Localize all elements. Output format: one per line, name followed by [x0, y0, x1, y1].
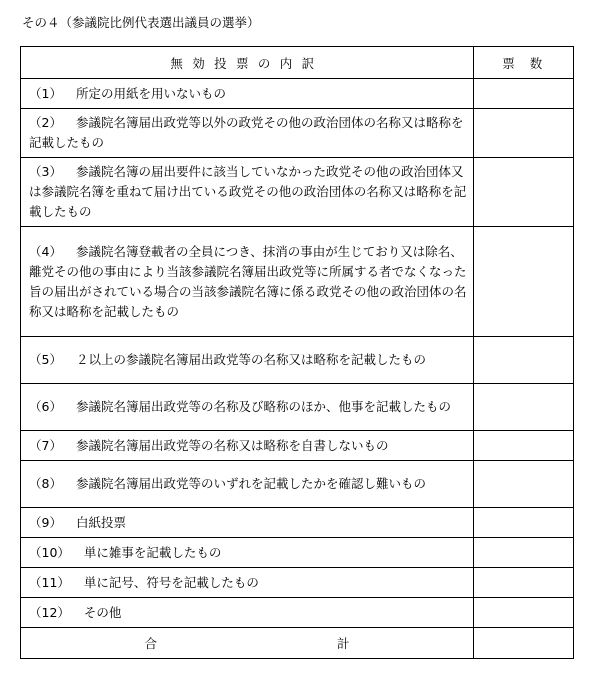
row-number: （2）	[29, 115, 62, 130]
table-row	[21, 109, 574, 158]
invalid-ballot-table	[20, 46, 574, 659]
row-count-cell[interactable]	[474, 538, 574, 568]
row-number: （5）	[29, 352, 62, 367]
row-number: （4）	[29, 243, 62, 259]
row-description-cell	[21, 79, 474, 109]
row-number: （10）	[29, 544, 70, 560]
row-description-cell	[21, 598, 474, 628]
table-row	[21, 79, 574, 109]
row-count-cell[interactable]	[474, 337, 574, 384]
table-row	[21, 158, 574, 227]
row-description	[29, 350, 467, 370]
total-label-cell	[21, 628, 474, 659]
table-row	[21, 538, 574, 568]
row-count-cell[interactable]	[474, 598, 574, 628]
row-description	[29, 242, 467, 322]
table-row	[21, 598, 574, 628]
row-count-cell[interactable]	[474, 508, 574, 538]
row-description	[29, 436, 467, 456]
row-text: 参議院名簿届出政党等の名称又は略称を自書しないもの	[75, 437, 389, 453]
row-text: 参議院名簿届出政党等以外の政党その他の政治団体の名称又は略称を記載したもの	[29, 115, 464, 150]
row-description	[29, 113, 467, 153]
table-body	[21, 79, 574, 628]
table-row	[21, 227, 574, 337]
row-description	[29, 603, 467, 623]
table-row	[21, 568, 574, 598]
row-description-cell	[21, 158, 474, 227]
row-text: 参議院名簿の届出要件に該当していなかった政党その他の政治団体又は参議院名簿を重ねて届け出ている政党その他の政治団体の名称又は略称を記載したもの	[29, 164, 467, 219]
table-row	[21, 384, 574, 431]
row-number: （12）	[29, 604, 70, 620]
row-description	[29, 543, 467, 563]
row-text: ２以上の参議院名簿届出政党等の名称又は略称を記載したもの	[75, 352, 426, 367]
row-count-cell[interactable]	[474, 109, 574, 158]
row-count-cell[interactable]	[474, 79, 574, 109]
row-number: （8）	[29, 476, 62, 491]
table-row	[21, 431, 574, 461]
table-row	[21, 337, 574, 384]
total-count-cell[interactable]	[474, 628, 574, 659]
row-description	[29, 397, 467, 417]
row-text: 白紙投票	[75, 514, 126, 530]
row-count-cell[interactable]	[474, 431, 574, 461]
total-label-second-char: 計	[337, 636, 350, 651]
row-text: 参議院名簿届出政党等のいずれを記載したかを確認し難いもの	[75, 476, 426, 491]
row-description-cell	[21, 337, 474, 384]
row-count-cell[interactable]	[474, 461, 574, 508]
row-description	[29, 162, 467, 222]
table-row	[21, 508, 574, 538]
row-text: 単に記号、符号を記載したもの	[83, 574, 259, 590]
row-description-cell	[21, 568, 474, 598]
header-count-label: 票数	[502, 55, 558, 71]
row-text: 単に雑事を記載したもの	[83, 544, 222, 560]
row-count-cell[interactable]	[474, 568, 574, 598]
row-description-cell	[21, 538, 474, 568]
header-count	[474, 47, 574, 79]
table-row	[21, 461, 574, 508]
row-number: （9）	[29, 514, 62, 530]
row-description	[29, 84, 467, 104]
row-description-cell	[21, 508, 474, 538]
document-title: その４（参議院比例代表選出議員の選挙）	[22, 15, 260, 30]
row-count-cell[interactable]	[474, 384, 574, 431]
row-description	[29, 513, 467, 533]
row-number: （3）	[29, 164, 62, 179]
row-count-cell[interactable]	[474, 227, 574, 337]
row-text: 所定の用紙を用いないもの	[75, 85, 226, 101]
header-description-label: 無効投票の内訳	[170, 55, 324, 71]
row-description-cell	[21, 431, 474, 461]
row-description-cell	[21, 461, 474, 508]
header-description	[21, 47, 474, 79]
row-description-cell	[21, 109, 474, 158]
row-number: （6）	[29, 399, 62, 414]
row-number: （1）	[29, 85, 62, 101]
row-description-cell	[21, 384, 474, 431]
row-number: （11）	[29, 574, 70, 590]
row-text: 参議院名簿登載者の全員につき、抹消の事由が生じており又は除名、離党その他の事由により当該参議院名簿届出政党等に所属する者でなくなった旨の届出がされている場合の当該参議院名簿に係る政党その他の政治団体の名称又は略称を記載したもの	[29, 243, 467, 319]
total-label-first-char: 合	[144, 636, 157, 651]
row-description	[29, 474, 467, 494]
row-number: （7）	[29, 437, 62, 453]
row-description-cell	[21, 227, 474, 337]
row-text: その他	[83, 604, 122, 620]
table-header-row	[21, 47, 574, 79]
total-row	[21, 628, 574, 659]
row-text: 参議院名簿届出政党等の名称及び略称のほか、他事を記載したもの	[75, 399, 451, 414]
row-description	[29, 573, 467, 593]
row-count-cell[interactable]	[474, 158, 574, 227]
